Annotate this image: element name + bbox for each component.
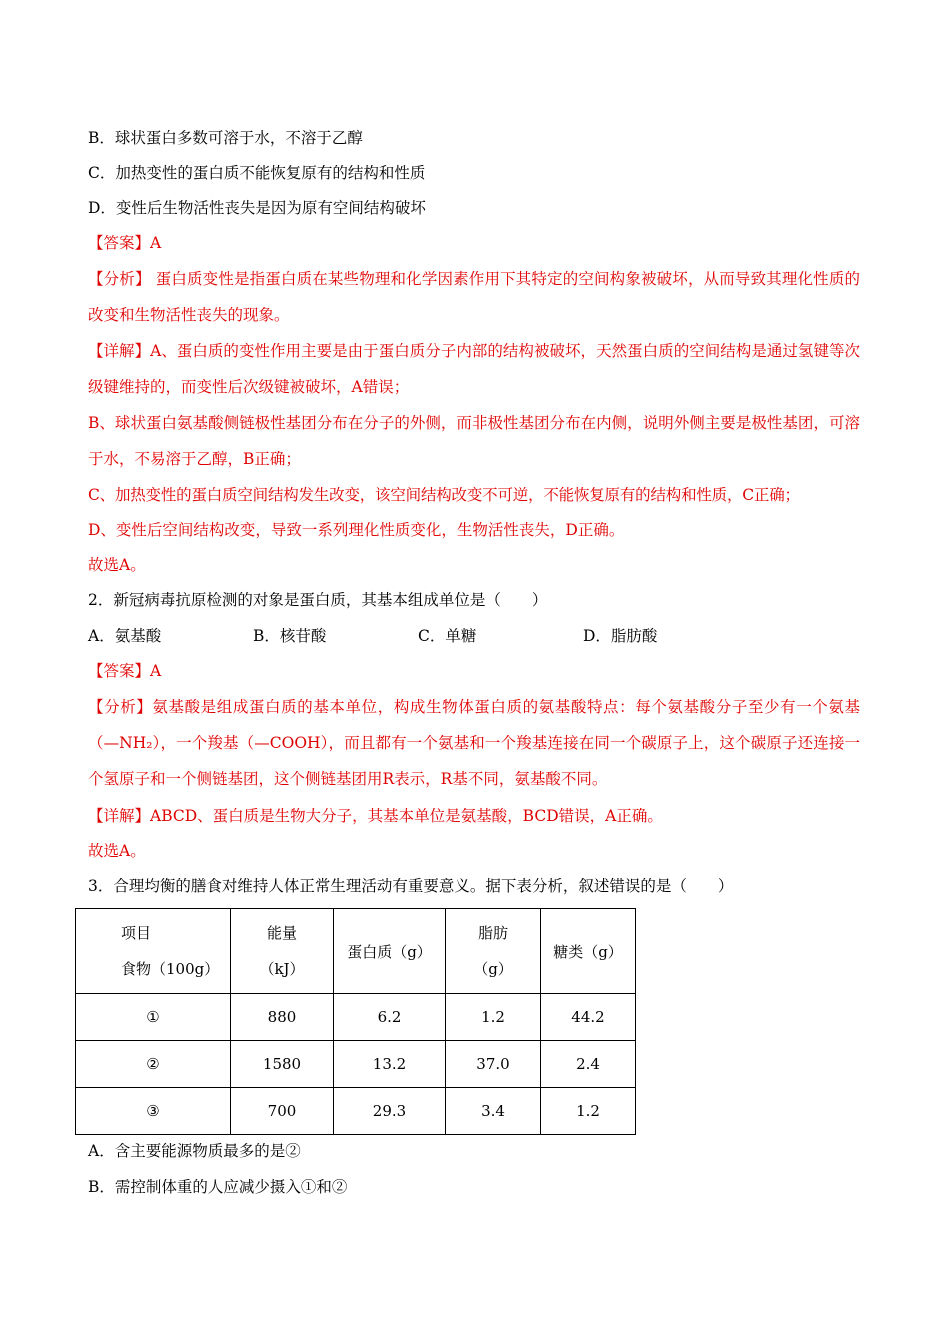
q2-stem: 2．新冠病毒抗原检测的对象是蛋白质，其基本组成单位是（ ）	[88, 591, 548, 609]
header-fat	[446, 909, 541, 994]
cell-energy: 700	[231, 1088, 334, 1135]
cell-fat: 37.0	[446, 1041, 541, 1088]
q3-option-a: A．含主要能源物质最多的是②	[88, 1142, 301, 1160]
q1-option-c: C．加热变性的蛋白质不能恢复原有的结构和性质	[88, 164, 426, 182]
cell-energy: 880	[231, 994, 334, 1041]
q2-analysis: 【分析】氨基酸是组成蛋白质的基本单位，构成生物体蛋白质的氨基酸特点：每个氨基酸分子至少有一个氨基（—NH₂），一个羧基（—COOH），而且都有一个氨基和一个羧基连接在同一个碳原子上，这个碳原子还连接一个氢原子和一个侧链基团，这个侧链基团用R表示，R基不同，氨基酸不同。	[88, 698, 860, 788]
header-food: 食物（100g）	[121, 960, 220, 978]
q1-answer: 【答案】A	[88, 234, 162, 252]
table-row	[76, 994, 636, 1041]
header-item: 项目	[121, 924, 152, 942]
nutrition-table	[75, 908, 636, 1135]
q1-analysis: 【分析】 蛋白质变性是指蛋白质在某些物理和化学因素作用下其特定的空间构象被破坏，从而导致其理化性质的改变和生物活性丧失的现象。	[88, 270, 860, 324]
q2-conclusion: 故选A。	[88, 842, 146, 860]
header-energy-label: 能量	[266, 924, 297, 942]
q2-option-c: C．单糖	[418, 627, 477, 645]
header-item-food	[76, 909, 231, 994]
cell-food: ③	[76, 1088, 231, 1135]
q1-detail-d: D、变性后空间结构改变，导致一系列理化性质变化，生物活性丧失，D正确。	[88, 521, 625, 539]
q2-detail: 【详解】ABCD、蛋白质是生物大分子，其基本单位是氨基酸，BCD错误，A正确。	[88, 807, 663, 825]
cell-sugar: 2.4	[541, 1041, 636, 1088]
q1-detail-b: B、球状蛋白氨基酸侧链极性基团分布在分子的外侧，而非极性基团分布在内侧，说明外侧主要是极性基团，可溶于水，不易溶于乙醇，B正确；	[88, 414, 860, 468]
q3-stem: 3．合理均衡的膳食对维持人体正常生理活动有重要意义。据下表分析，叙述错误的是（ ）	[88, 877, 734, 895]
q1-conclusion: 故选A。	[88, 556, 146, 574]
cell-protein: 6.2	[334, 994, 446, 1041]
table-header-row	[76, 909, 636, 994]
header-energy-unit: （kJ）	[259, 960, 305, 978]
header-energy	[231, 909, 334, 994]
cell-protein: 29.3	[334, 1088, 446, 1135]
cell-fat: 3.4	[446, 1088, 541, 1135]
q2-option-b: B．核苷酸	[253, 627, 327, 645]
cell-food: ②	[76, 1041, 231, 1088]
q1-detail-a: 【详解】A、蛋白质的变性作用主要是由于蛋白质分子内部的结构被破坏，天然蛋白质的空间结构是通过氢键等次级键维持的，而变性后次级键被破坏，A错误；	[88, 342, 860, 396]
header-fat-label: 脂肪	[477, 924, 508, 942]
q1-option-d: D．变性后生物活性丧失是因为原有空间结构破坏	[88, 199, 426, 217]
q2-answer: 【答案】A	[88, 662, 162, 680]
q1-detail-c: C、加热变性的蛋白质空间结构发生改变，该空间结构改变不可逆，不能恢复原有的结构和性质，C正确；	[88, 486, 800, 504]
q3-option-b: B．需控制体重的人应减少摄入①和②	[88, 1178, 348, 1196]
q1-option-b: B．球状蛋白多数可溶于水，不溶于乙醇	[88, 129, 363, 147]
q2-option-a: A．氨基酸	[88, 627, 162, 645]
table-row	[76, 1088, 636, 1135]
header-protein: 蛋白质（g）	[334, 909, 446, 994]
cell-sugar: 44.2	[541, 994, 636, 1041]
q2-option-d: D．脂肪酸	[583, 627, 658, 645]
cell-fat: 1.2	[446, 994, 541, 1041]
cell-sugar: 1.2	[541, 1088, 636, 1135]
cell-energy: 1580	[231, 1041, 334, 1088]
table-row	[76, 1041, 636, 1088]
header-fat-unit: （g）	[473, 960, 513, 978]
cell-protein: 13.2	[334, 1041, 446, 1088]
cell-food: ①	[76, 994, 231, 1041]
header-sugar: 糖类（g）	[541, 909, 636, 994]
